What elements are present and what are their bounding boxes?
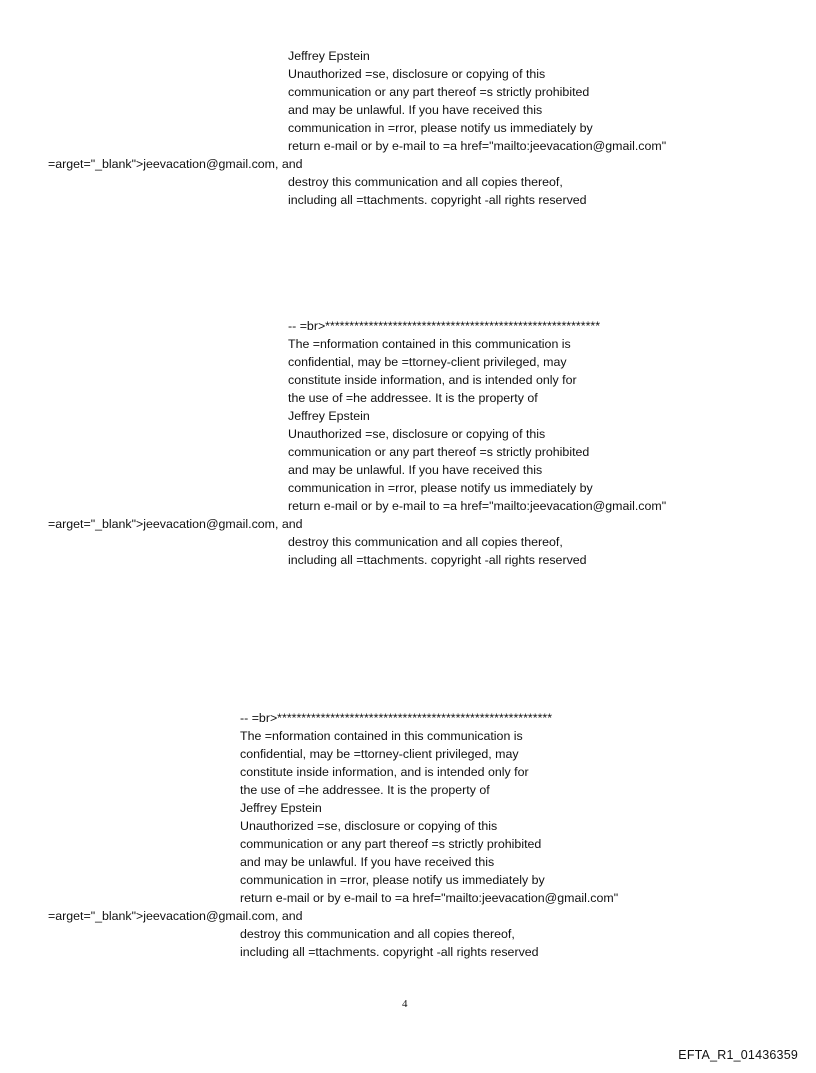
block1-line: destroy this communication and all copies thereof, <box>288 175 563 189</box>
block1-line: communication in =rror, please notify us immediately by <box>288 121 593 135</box>
block1-line: =arget="_blank">jeevacation@gmail.com, and <box>48 157 303 171</box>
block3-line: communication or any part thereof =s strictly prohibited <box>240 837 542 851</box>
block2-line: =arget="_blank">jeevacation@gmail.com, and <box>48 517 303 531</box>
block2-line: confidential, may be =ttorney-client privileged, may <box>288 355 567 369</box>
block3-line: The =nformation contained in this communication is <box>240 729 523 743</box>
block3-line: communication in =rror, please notify us immediately by <box>240 873 545 887</box>
block3-line: including all =ttachments. copyright -all rights reserved <box>240 945 539 959</box>
block3-separator: -- =br>********************************************************* <box>240 711 553 725</box>
block1-line: Jeffrey Epstein <box>288 49 370 63</box>
block2-line: including all =ttachments. copyright -all rights reserved <box>288 553 587 567</box>
block3-line: destroy this communication and all copies thereof, <box>240 927 515 941</box>
block3-line: Jeffrey Epstein <box>240 801 322 815</box>
block2-line: return e-mail or by e-mail to =a href="mailto:jeevacation@gmail.com" <box>288 499 667 513</box>
block2-line: The =nformation contained in this communication is <box>288 337 571 351</box>
block3-line: the use of =he addressee. It is the property of <box>240 783 490 797</box>
page-number: 4 <box>402 998 408 1010</box>
block1-line: and may be unlawful. If you have received this <box>288 103 543 117</box>
block3-line: confidential, may be =ttorney-client privileged, may <box>240 747 519 761</box>
block2-line: constitute inside information, and is intended only for <box>288 373 577 387</box>
block3-line: =arget="_blank">jeevacation@gmail.com, and <box>48 909 303 923</box>
block1-line: Unauthorized =se, disclosure or copying of this <box>288 67 546 81</box>
block2-line: communication or any part thereof =s strictly prohibited <box>288 445 590 459</box>
block2-line: destroy this communication and all copies thereof, <box>288 535 563 549</box>
block1-line: return e-mail or by e-mail to =a href="mailto:jeevacation@gmail.com" <box>288 139 667 153</box>
block3-line: Unauthorized =se, disclosure or copying of this <box>240 819 498 833</box>
block3-line: and may be unlawful. If you have received this <box>240 855 495 869</box>
block2-line: Unauthorized =se, disclosure or copying of this <box>288 427 546 441</box>
block2-line: and may be unlawful. If you have received this <box>288 463 543 477</box>
block2-line: communication in =rror, please notify us immediately by <box>288 481 593 495</box>
block2-line: Jeffrey Epstein <box>288 409 370 423</box>
block2-separator: -- =br>********************************************************* <box>288 319 601 333</box>
block3-line: constitute inside information, and is intended only for <box>240 765 529 779</box>
block2-line: the use of =he addressee. It is the property of <box>288 391 538 405</box>
block1-line: communication or any part thereof =s strictly prohibited <box>288 85 590 99</box>
block3-line: return e-mail or by e-mail to =a href="mailto:jeevacation@gmail.com" <box>240 891 619 905</box>
document-id: EFTA_R1_01436359 <box>678 1048 798 1062</box>
block1-line: including all =ttachments. copyright -all rights reserved <box>288 193 587 207</box>
